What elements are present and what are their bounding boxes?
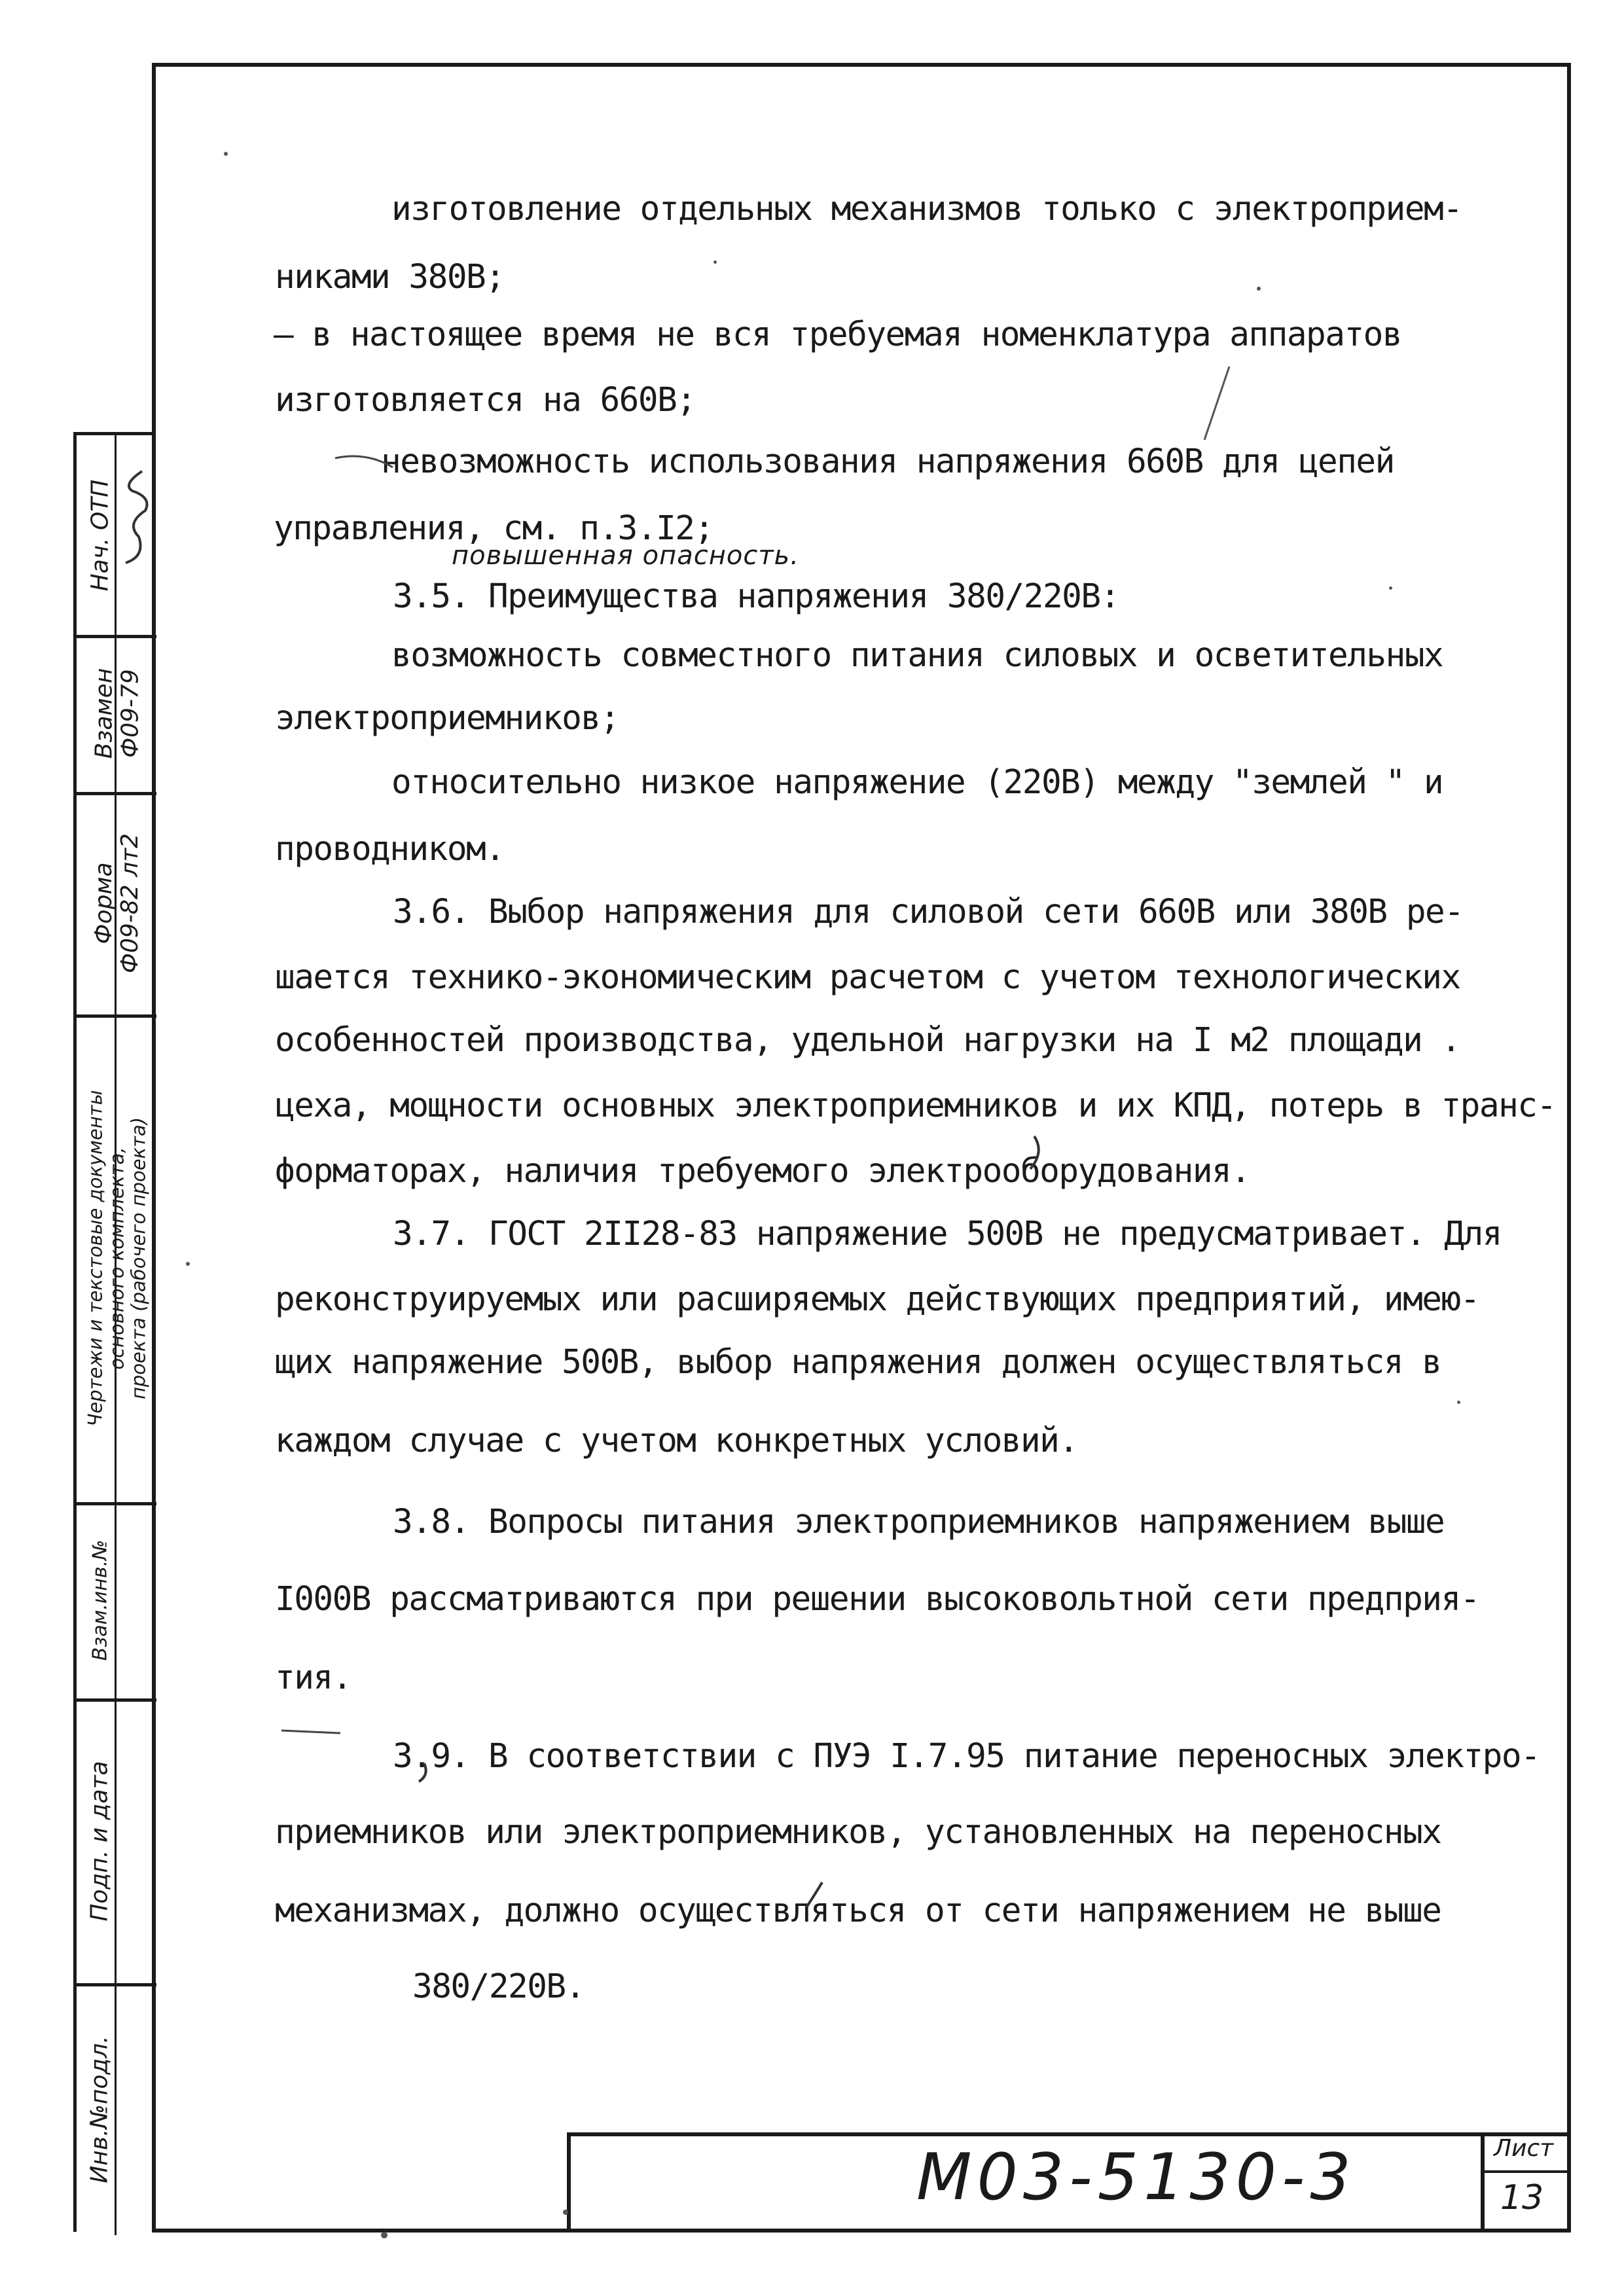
- body-line: каждом случае с учетом конкретных условий.: [275, 1422, 1078, 1460]
- body-line: 380/220В.: [412, 1967, 585, 2006]
- body-line: – в настоящее время не вся требуемая номенклатура аппаратов: [274, 315, 1402, 354]
- sheet-number: 13: [1500, 2178, 1544, 2217]
- scan-speck: [186, 1262, 190, 1266]
- stamp-docs-sub1: основного комплекта,: [105, 1147, 128, 1370]
- stamp-cell-sign: [81, 1698, 154, 1983]
- body-line: особенностей производства, удельной нагрузки на I м2 площади .: [275, 1021, 1460, 1060]
- body-line: цеха, мощности основных электроприемников и их КПД, потерь в транс-: [275, 1086, 1556, 1125]
- section-heading: 3.8. Вопросы питания электроприемников напряжением выше: [393, 1503, 1445, 1541]
- sheet-separator: [1485, 2170, 1571, 2173]
- body-line: никами 380В;: [275, 258, 505, 296]
- scan-speck: [224, 152, 228, 156]
- stamp-cell-inv: [81, 1502, 154, 1698]
- stamp-docs-label: Чертежи и текстовые документы: [84, 1090, 107, 1427]
- scan-speck: [1457, 1401, 1460, 1404]
- stamp-orig-label: Инв.№подл.: [86, 2035, 114, 2183]
- stamp-cell-docs: [81, 1014, 154, 1502]
- scan-speck: [1257, 287, 1261, 291]
- stamp-replace-label: Взамен: [90, 668, 117, 759]
- stamp-sign-label: Подп. и дата: [86, 1760, 114, 1922]
- body-line: проводником.: [275, 830, 505, 869]
- body-line: механизмах, должно осуществляться от сети напряжением не выше: [275, 1892, 1441, 1930]
- section-heading: 3.7. ГОСТ 2II28-83 напряжение 500В не предусматривает. Для: [393, 1215, 1502, 1253]
- stamp-form: [91, 833, 143, 973]
- body-line: шается технико-экономическим расчетом с учетом технологических: [275, 958, 1460, 997]
- scan-speck: [381, 2232, 388, 2238]
- signature-scribble: [113, 458, 158, 576]
- sheet-label: Лист: [1494, 2135, 1554, 2162]
- body-line: электроприемников;: [275, 699, 619, 738]
- stamp-column: [73, 432, 153, 2232]
- stamp-replace-value: Ф09-79: [117, 669, 143, 758]
- body-line: тия.: [275, 1659, 352, 1697]
- section-heading: 3.9. В соответствии с ПУЭ I.7.95 питание переносных электро-: [393, 1737, 1540, 1776]
- document-code: М03-5130-3: [916, 2140, 1356, 2215]
- body-line: возможность совместного питания силовых и осветительных: [391, 636, 1443, 675]
- body-line: относительно низкое напряжение (220В) между "землей " и: [391, 763, 1443, 802]
- body-line: форматорах, наличия требуемого электрооборудования.: [275, 1152, 1250, 1191]
- stamp-inv-label: Взам.инв.№: [88, 1539, 111, 1661]
- stamp-cell-orig: [81, 1983, 154, 2235]
- stamp-head-label: Нач. ОТП: [86, 479, 113, 591]
- body-line: I000В рассматриваются при решении высоковольтной сети предприя-: [275, 1580, 1479, 1619]
- handwritten-note: повышенная опасность.: [452, 541, 799, 571]
- scan-speck: [563, 2210, 568, 2215]
- body-line: приемников или электроприемников, установленных на переносных: [275, 1813, 1441, 1852]
- body-line: реконструируемых или расширяемых действующих предприятий, имею-: [275, 1280, 1479, 1319]
- stamp-form-value: Ф09-82 лт2: [117, 833, 143, 973]
- scan-speck: [1389, 586, 1392, 590]
- stamp-form-label: Форма: [90, 862, 117, 944]
- section-heading: 3.5. Преимущества напряжения 380/220В:: [393, 577, 1119, 616]
- body-line: изготовляется на 660В;: [275, 381, 696, 420]
- stamp-cell-replace: [81, 635, 154, 792]
- section-heading: 3.6. Выбор напряжения для силовой сети 660В или 380В ре-: [393, 893, 1464, 931]
- body-line: изготовление отдельных механизмов только с электроприем-: [391, 190, 1462, 228]
- body-line: щих напряжение 500В, выбор напряжения должен осуществляться в: [275, 1343, 1441, 1382]
- stamp-replace: [91, 668, 143, 759]
- stamp-docs-sub2: проекта (рабочего проекта): [127, 1117, 150, 1400]
- stamp-cell-form: [81, 792, 154, 1014]
- scan-speck: [713, 260, 717, 264]
- body-line: невозможность использования напряжения 660В для цепей: [381, 442, 1394, 481]
- stamp-docs: [85, 1090, 150, 1427]
- body-line: управления, см. п.3.I2;: [274, 509, 713, 548]
